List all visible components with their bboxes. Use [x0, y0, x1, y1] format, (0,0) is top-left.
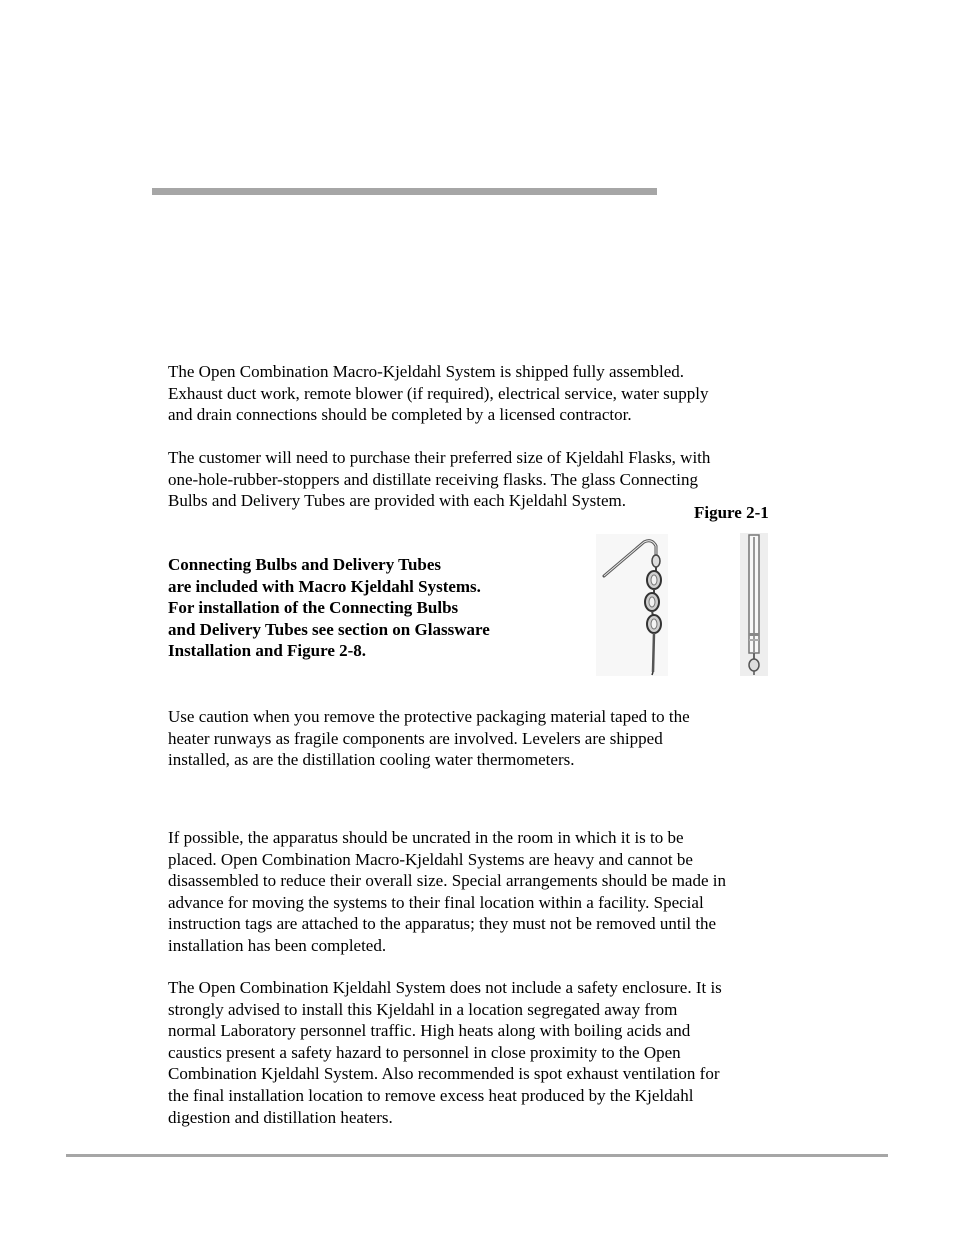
text-line: The Open Combination Macro-Kjeldahl System is shipped fully assembled.: [168, 362, 685, 381]
footer-rule: [66, 1154, 888, 1157]
note-line: For installation of the Connecting Bulbs: [168, 598, 459, 618]
text-line: The Open Combination Kjeldahl System does not include a safety enclosure. It is: [168, 978, 722, 997]
text-line: digestion and distillation heaters.: [168, 1107, 393, 1127]
text-line: strongly advised to install this Kjeldahl in a location segregated away from: [168, 999, 678, 1019]
text-line: Use caution when you remove the protective packaging material taped to the: [168, 707, 690, 726]
text-line: Combination Kjeldahl System. Also recommended is spot exhaust ventilation for: [168, 1064, 720, 1084]
note-line: and Delivery Tubes see section on Glassware: [168, 619, 490, 639]
text-line: Exhaust duct work, remote blower (if required), electrical service, water supply: [168, 383, 709, 403]
paragraph-shipping: [168, 361, 798, 426]
text-line: the final installation location to remove excess heat produced by the Kjeldahl: [168, 1085, 694, 1105]
note-line: Installation and Figure 2-8.: [168, 641, 367, 661]
paragraph-uncrating: [168, 827, 798, 957]
text-line: and drain connections should be completed by a licensed contractor.: [168, 405, 632, 425]
paragraph-caution: [168, 706, 798, 771]
connecting-bulb-image: [596, 534, 668, 676]
delivery-tube-image: [740, 533, 768, 676]
text-line: advance for moving the systems to their final location within a facility. Special: [168, 892, 704, 912]
text-line: heater runways as fragile components are involved. Levelers are shipped: [168, 728, 663, 748]
text-line: Bulbs and Delivery Tubes are provided with each Kjeldahl System.: [168, 491, 626, 511]
text-line: The customer will need to purchase their preferred size of Kjeldahl Flasks, with: [168, 448, 711, 467]
text-line: installed, as are the distillation cooling water thermometers.: [168, 750, 575, 770]
paragraph-safety: [168, 977, 798, 1128]
note-line: are included with Macro Kjeldahl Systems.: [168, 576, 481, 596]
glassware-note: [168, 554, 568, 662]
figure-caption: Figure 2-1: [694, 503, 769, 522]
text-line: one-hole-rubber-stoppers and distillate receiving flasks. The glass Connecting: [168, 469, 698, 489]
text-line: placed. Open Combination Macro-Kjeldahl Systems are heavy and cannot be: [168, 849, 693, 869]
text-line: instruction tags are attached to the apparatus; they must not be removed until the: [168, 914, 717, 934]
note-line: Connecting Bulbs and Delivery Tubes: [168, 555, 442, 574]
header-rule: [152, 188, 657, 195]
text-line: disassembled to reduce their overall size. Special arrangements should be made in: [168, 871, 726, 891]
text-line: If possible, the apparatus should be uncrated in the room in which it is to be: [168, 828, 684, 847]
text-line: caustics present a safety hazard to personnel in close proximity to the Open: [168, 1042, 681, 1062]
text-line: normal Laboratory personnel traffic. High heats along with boiling acids and: [168, 1021, 691, 1041]
text-line: installation has been completed.: [168, 935, 387, 955]
